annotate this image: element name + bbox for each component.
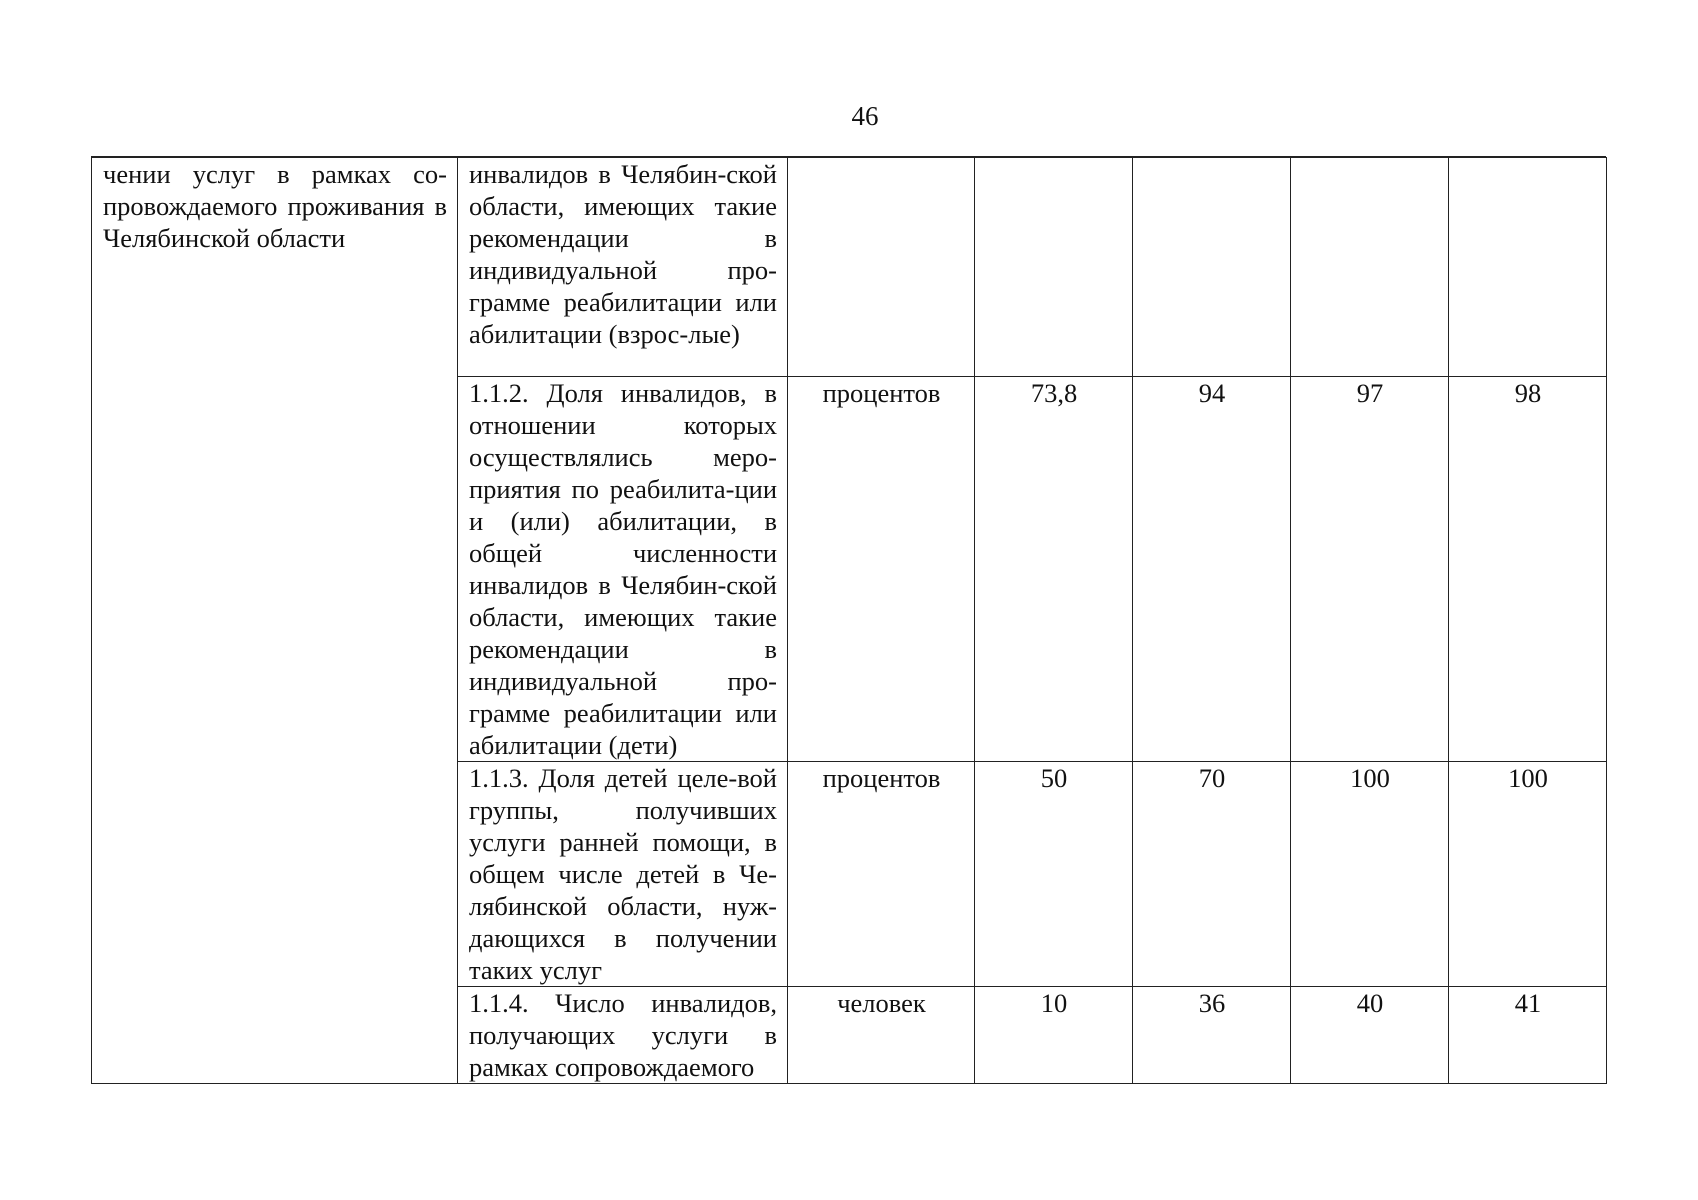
unit-cell: процентов [788,377,975,762]
value-cell: 94 [1133,377,1291,762]
value-cell: 100 [1291,762,1449,987]
page-number: 46 [851,101,879,131]
indicator-cell: 1.1.4. Число инвалидов, получающих услуги в рамках сопровождаемого [458,987,788,1084]
value-cell: 50 [975,762,1133,987]
indicator-cell: 1.1.2. Доля инвалидов, в отношении которых осуществлялись меро-приятия по реабилита-ции и (или) абилитации, в общей численности инвалидов в Челябин-ской области, имеющих такие рекомендации в индивидуальной про-грамме реабилитации или абилитации (дети) [458,377,788,762]
table-row [92,158,1607,377]
value-cell: 98 [1449,377,1607,762]
unit-cell: человек [788,987,975,1084]
task-cell: чении услуг в рамках со-провождаемого проживания в Челябинской области [92,158,458,1084]
value-cell [1133,158,1291,377]
value-cell: 36 [1133,987,1291,1084]
value-cell: 40 [1291,987,1449,1084]
unit-cell [788,158,975,377]
value-cell: 41 [1449,987,1607,1084]
value-cell: 10 [975,987,1133,1084]
value-cell [975,158,1133,377]
indicator-cell: 1.1.3. Доля детей целе-вой группы, получивших услуги ранней помощи, в общем числе детей в Че-лябинской области, нуж-дающихся в получении таких услуг [458,762,788,987]
value-cell: 73,8 [975,377,1133,762]
indicator-cell: инвалидов в Челябин-ской области, имеющих такие рекомендации в индивидуальной про-грамме реабилитации или абилитации (взрос-лые) [458,158,788,377]
indicators-table [91,157,1607,1084]
value-cell [1291,158,1449,377]
value-cell: 100 [1449,762,1607,987]
value-cell: 70 [1133,762,1291,987]
value-cell [1449,158,1607,377]
value-cell: 97 [1291,377,1449,762]
unit-cell: процентов [788,762,975,987]
